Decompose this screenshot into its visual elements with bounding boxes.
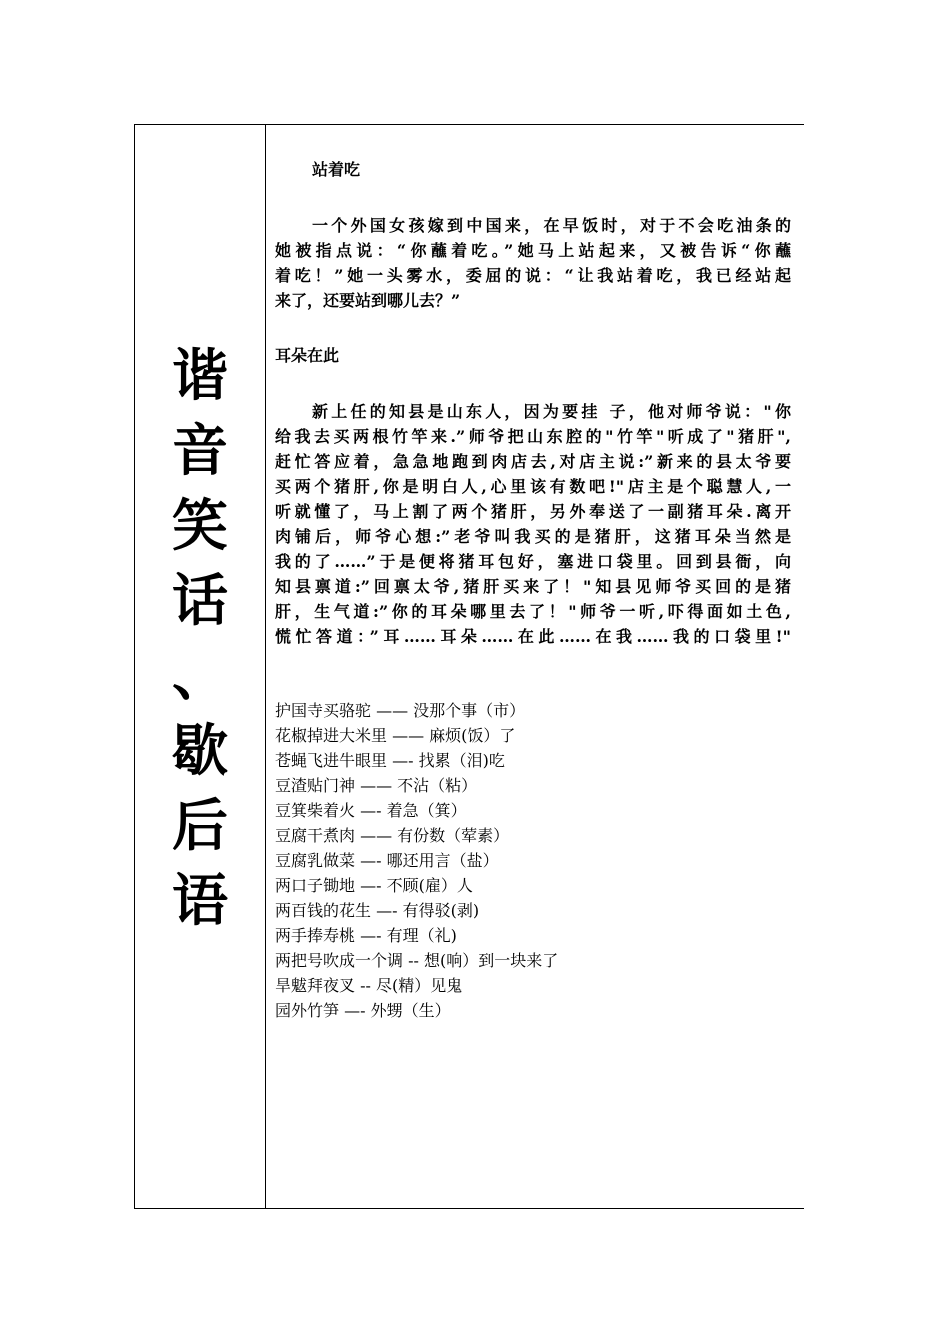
- idiom-line: 苍蝇飞进牛眼里 —- 找累（泪)吃: [275, 751, 505, 770]
- title-char: 音: [172, 418, 228, 484]
- title-char: 话: [172, 568, 228, 634]
- document-table: [134, 124, 804, 1209]
- story1-line: 着吃！”她一头雾水，委屈的说：“让我站着吃，我已经站起: [275, 266, 791, 285]
- idiom-line: 豆腐乳做菜 —- 哪还用言（盐）: [275, 851, 499, 870]
- column-divider: [265, 125, 266, 1208]
- story2-line: 赶忙答应着，急急地跑到肉店去,对店主说:”新来的县太爷要: [275, 452, 791, 471]
- title-char: 谐: [172, 343, 228, 409]
- story1-line: 一个外国女孩嫁到中国来，在早饭时，对于不会吃油条的: [312, 216, 791, 235]
- story2-line: 给我去买两根竹竿来.”师爷把山东腔的"竹竿"听成了"猪肝",: [275, 427, 791, 446]
- idiom-line: 两手捧寿桃 —- 有理（礼): [275, 926, 457, 945]
- story2-line: 新上任的知县是山东人，因为要挂 子，他对师爷说："你: [312, 402, 791, 421]
- idiom-line: 豆渣贴门神 —— 不沾（粘）: [275, 776, 478, 795]
- story2-line: 买两个猪肝,你是明白人,心里该有数吧!"店主是个聪慧人,一: [275, 477, 791, 496]
- idiom-line: 两口子锄地 —- 不顾(雇）人: [275, 876, 473, 895]
- story1-title: 站着吃: [312, 160, 361, 179]
- title-char: 笑: [172, 493, 228, 559]
- idiom-line: 两百钱的花生 —- 有得驳(剥): [275, 901, 480, 920]
- vertical-title: [135, 339, 265, 939]
- title-char: 、: [172, 643, 228, 709]
- story2-title: 耳朵在此: [275, 346, 340, 365]
- story2-line: 我的了……”于是便将猪耳包好，塞进口袋里。回到县衙，向: [275, 552, 791, 571]
- idiom-line: 花椒掉进大米里 —— 麻烦(饭）了: [275, 726, 516, 745]
- idiom-line: 豆腐干煮肉 —— 有份数（荤素）: [275, 826, 510, 845]
- story2-line: 知县禀道:”回禀太爷,猪肝买来了！"知县见师爷买回的是猪: [275, 577, 791, 596]
- title-char: 歇: [172, 718, 228, 784]
- title-cell: [135, 125, 265, 1208]
- title-char: 语: [172, 868, 228, 934]
- idiom-line: 园外竹笋 —- 外甥（生）: [275, 1001, 451, 1020]
- story2-line: 肝，生气道:”你的耳朵哪里去了！"师爷一听,吓得面如土色,: [275, 602, 791, 621]
- idiom-line: 豆箕柴着火 —- 着急（箕）: [275, 801, 467, 820]
- story1-line: 来了，还要站到哪儿去？”: [275, 291, 461, 310]
- story2-line: 听就懂了，马上割了两个猪肝，另外奉送了一副猪耳朵.离开: [275, 502, 791, 521]
- idiom-line: 护国寺买骆驼 —— 没那个事（市）: [275, 701, 526, 720]
- title-char: 后: [172, 793, 228, 859]
- story1-line: 她被指点说：“你蘸着吃。”她马上站起来，又被告诉“你蘸: [275, 241, 791, 260]
- story2-line: 肉铺后，师爷心想:”老爷叫我买的是猪肝，这猪耳朵当然是: [275, 527, 791, 546]
- story2-line: 慌忙答道：”耳……耳朵……在此……在我……我的口袋里!": [275, 627, 791, 646]
- idiom-line: 旱魃拜夜叉 -- 尽(精）见鬼: [275, 976, 463, 995]
- idiom-line: 两把号吹成一个调 -- 想(响）到一块来了: [275, 951, 559, 970]
